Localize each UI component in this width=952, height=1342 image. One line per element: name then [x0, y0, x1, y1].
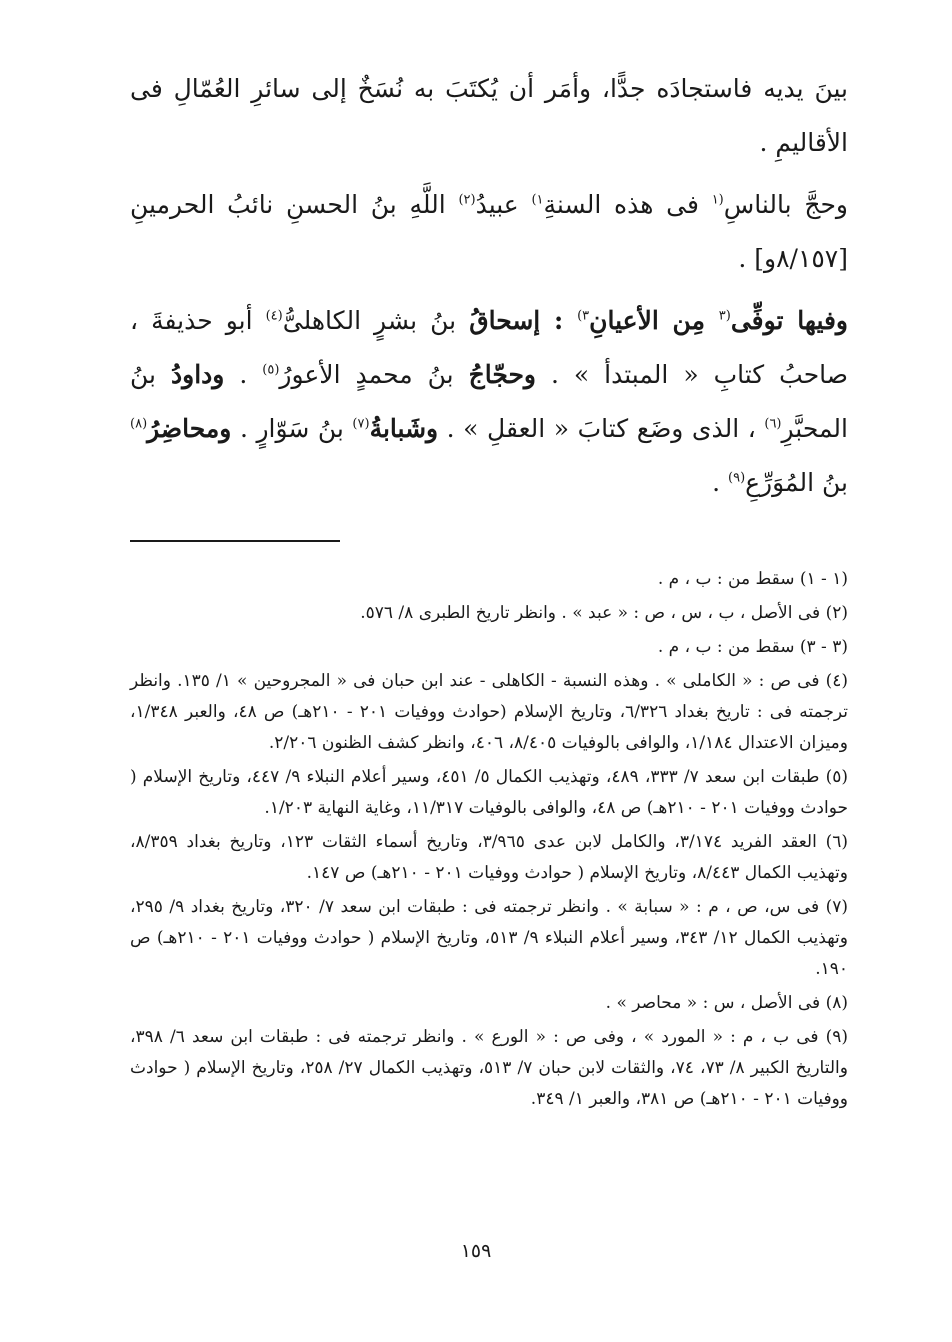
page-number: ١٥٩ — [460, 1240, 492, 1262]
footnote-ref-1[interactable]: (١ — [711, 192, 724, 208]
p2-text-d: اللَّهِ بنُ الحسنِ نائبُ الحرمينِ [٨/١٥٧و] . — [130, 190, 848, 273]
p3-name-shababa: وشَبابةُ — [369, 414, 439, 443]
p2-text-b: فى هذه السنةِ — [543, 190, 712, 219]
footnote-ref-1-end[interactable]: ١) — [531, 192, 544, 208]
footnote-rule-wrap — [130, 510, 848, 564]
p3-text-j: بنُ المحبَّرِ — [130, 360, 848, 443]
footnote-ref-4[interactable]: (٤) — [265, 308, 283, 324]
p3-text-e: أبو حذيفةَ ، صاحبُ كتابِ « المبتدأ » . — [130, 306, 849, 389]
p3-text-a: وفيها توفِّى — [730, 306, 849, 335]
p2-text-a: وحجَّ بالناسِ — [723, 190, 849, 219]
p3-name-dawud: وداودُ — [170, 360, 225, 389]
p3-text-d: بنُ بشرٍ الكاهلىُّ — [282, 306, 470, 335]
footnote-ref-3[interactable]: (٣ — [718, 308, 731, 324]
footnote-separator — [130, 540, 340, 542]
footnote-2: (٢) فى الأصل ، ب ، س ، ص : « عبد » . وانظر تاريخ الطبرى ٨/ ٥٧٦. — [360, 603, 848, 623]
p3-text-b: مِن الأعيانِ — [589, 306, 719, 335]
footnote-7: (٧) فى س، ص ، م : « سبابة » . وانظر ترجمته فى : طبقات ابن سعد ٧/ ٣٢٠، وتاريخ بغداد ٩/ ٢٩٥، وتهذيب الكمال ١٢/ ٣٤٣، وسير أعلام النبلاء ٩/ ٥١٣، وتاريخ الإسلام ( حوادث ووفيات ٢٠١ - ٢١٠هـ) ص ١٩٠. — [130, 897, 848, 979]
footnote-ref-5[interactable]: (٥) — [262, 362, 280, 378]
p2-text-c: عبيدُ — [475, 190, 532, 219]
paragraph-1: بينَ يديه فاستجادَه جدًّا، وأمَر أن يُكتَبَ به نُسَخٌ إلى سائرِ العُمّالِ فى الأقاليمِ . — [130, 74, 848, 157]
footnote-ref-8[interactable]: (٨) — [130, 416, 148, 432]
p3-text-p: بنُ المُوَرِّعِ — [745, 468, 848, 497]
paragraph-3 — [130, 294, 848, 510]
p3-text-m: بنُ سَوّارٍ . — [231, 414, 353, 443]
main-text — [130, 62, 848, 510]
footnote-1: (١ - ١) سقط من : ب ، م . — [657, 569, 848, 589]
footnote-3: (٣ - ٣) سقط من : ب ، م . — [657, 637, 848, 657]
p3-name-hajjaj: وحجّاجُ — [468, 360, 536, 389]
footnote-ref-2[interactable]: (٢) — [458, 192, 476, 208]
footnote-ref-7[interactable]: (٧) — [352, 416, 370, 432]
footnote-5: (٥) طبقات ابن سعد ٧/ ٣٣٣، ٤٨٩، وتهذيب الكمال ٥/ ٤٥١، وسير أعلام النبلاء ٩/ ٤٤٧، وتاريخ الإسلام ( حوادث ووفيات ٢٠١ - ٢١٠هـ) ص ٤٨، والوافى بالوفيات ١١/٣١٧، وغاية النهاية ١/٢٠٣. — [130, 767, 848, 818]
footnote-ref-9[interactable]: (٩) — [728, 470, 746, 486]
footnotes — [130, 564, 848, 1115]
p3-name-muhadir: ومحاضِرُ — [147, 414, 232, 443]
p3-text-g: بنُ محمدٍ الأعورُ — [279, 360, 469, 389]
p3-text-k: ، الذى وضَع كتابَ « العقلِ » . — [438, 414, 765, 443]
footnote-ref-3-end[interactable]: ٣) — [577, 308, 590, 324]
p3-text-h: . — [224, 360, 263, 389]
footnote-4: (٤) فى ص : « الكاملى » . وهذه النسبة - الكاهلى - عند ابن حبان فى « المجروحين » ١/ ١٣٥. وانظر ترجمته فى : تاريخ بغداد ٦/٣٢٦، وتاريخ الإسلام (حوادث ووفيات ٢٠١ - ٢١٠هـ) ص ٤٨، والعبر ١/٣٤٨، وميزان الاعتدال ١/١٨٤، والوافى بالوفيات ٨/٤٠٥، ٤٠٦، وانظر كشف الظنون ٢/٢٠٦. — [130, 671, 849, 753]
p3-name-ishaq: : إسحاقُ — [469, 306, 578, 335]
footnote-6: (٦) العقد الفريد ٣/١٧٤، والكامل لابن عدى ٣/٩٦٥، وتاريخ أسماء الثقات ١٢٣، وتاريخ بغداد ٨/٣٥٩، وتهذيب الكمال ٨/٤٤٣، وتاريخ الإسلام ( حوادث ووفيات ٢٠١ - ٢١٠هـ) ص ١٤٧. — [130, 832, 848, 883]
footnote-8: (٨) فى الأصل ، س : « محاصر » . — [605, 993, 848, 1013]
footnote-9: (٩) فى ب ، م : « المورد » ، وفى ص : « الورع » . وانظر ترجمته فى : طبقات ابن سعد ٦/ ٣٩٨، والتاريخ الكبير ٨/ ٧٣، ٧٤، والثقات لابن حبان ٧/ ٥١٣، وتهذيب الكمال ٢٧/ ٢٥٨، وتاريخ الإسلام ( حوادث ووفيات ٢٠١ - ٢١٠هـ) ص ٣٨١، والعبر ١/ ٣٤٩. — [130, 1027, 848, 1109]
p3-text-q: . — [712, 468, 728, 497]
footnote-ref-6[interactable]: (٦) — [764, 416, 782, 432]
paragraph-2 — [130, 178, 848, 286]
